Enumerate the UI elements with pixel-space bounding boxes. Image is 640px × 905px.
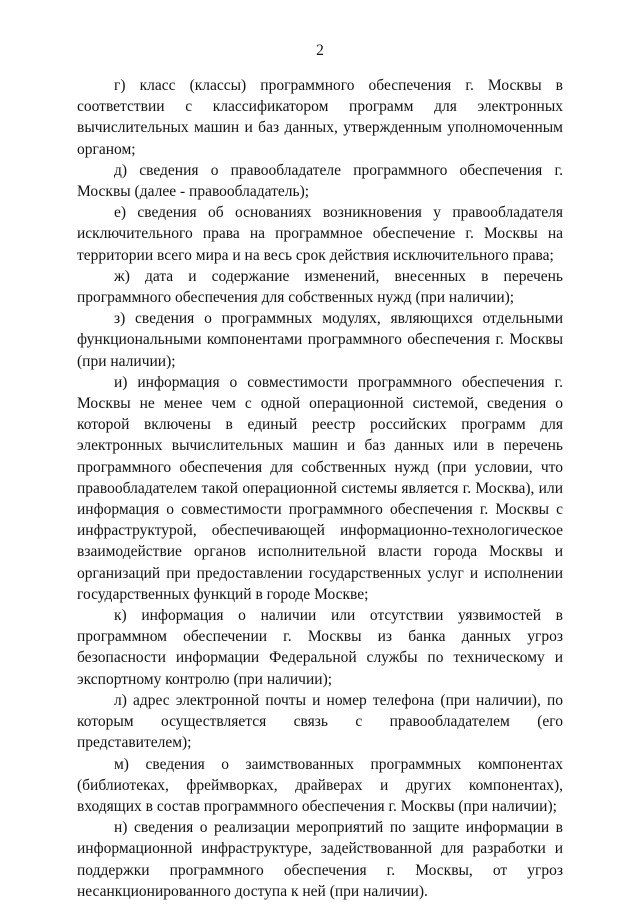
paragraph-item-i: и) информация о совместимости программного обеспечения г. Москвы не менее чем с одной операционной системой, сведения о которой включены в единый реестр российских программ для электронных вычислительных машин и баз данных или в перечень программного обеспечения для собственных нужд (при условии, что правообладателем такой операционной системы является г. Москва), или информация о совместимости программного обеспечения г. Москвы с инфраструктурой, обеспечивающей информационно-технологическое взаимодействие органов исполнительной власти города Москвы и организаций при предоставлении государственных услуг и исполнении государственных функций в городе Москве;: [77, 373, 563, 603]
paragraph-item-e: е) сведения об основаниях возникновения у правообладателя исключительного права на программное обеспечение г. Москвы на территории всего мира и на весь срок действия исключительного права;: [77, 204, 563, 264]
paragraph-item-m: м) сведения о заимствованных программных компонентах (библиотеках, фреймворках, драйверах и других компонентах), входящих в состав программного обеспечения г. Москвы (при наличии);: [77, 755, 563, 815]
paragraph-item-d: д) сведения о правообладателе программного обеспечения г. Москвы (далее - правообладатель);: [77, 161, 563, 201]
paragraph-item-k: к) информация о наличии или отсутствии уязвимостей в программном обеспечении г. Москвы из банка данных угроз безопасности информации Федеральной службы по техническому и экспортному контролю (при наличии);: [77, 607, 563, 688]
paragraph-item-g: г) класс (классы) программного обеспечения г. Москвы в соответствии с классификатором программ для электронных вычислительных машин и баз данных, утвержденным уполномоченным органом;: [77, 77, 563, 158]
paragraph-item-l: л) адрес электронной почты и номер телефона (при наличии), по которым осуществляется связь с правообладателем (его представителем);: [77, 691, 563, 752]
paragraph-item-z: з) сведения о программных модулях, являющихся отдельными функциональными компонентами программного обеспечения г. Москвы (при наличии);: [77, 310, 563, 370]
document-body: [77, 75, 563, 902]
paragraph-item-n: н) сведения о реализации мероприятий по защите информации в информационной инфраструктуре, задействованной для разработки и поддержки программного обеспечения г. Москвы, от угроз несанкционированного доступа к ней (при наличии).: [77, 819, 563, 900]
paragraph-item-zh: ж) дата и содержание изменений, внесенных в перечень программного обеспечения для собственных нужд (при наличии);: [77, 267, 563, 307]
page-number: 2: [316, 42, 324, 59]
